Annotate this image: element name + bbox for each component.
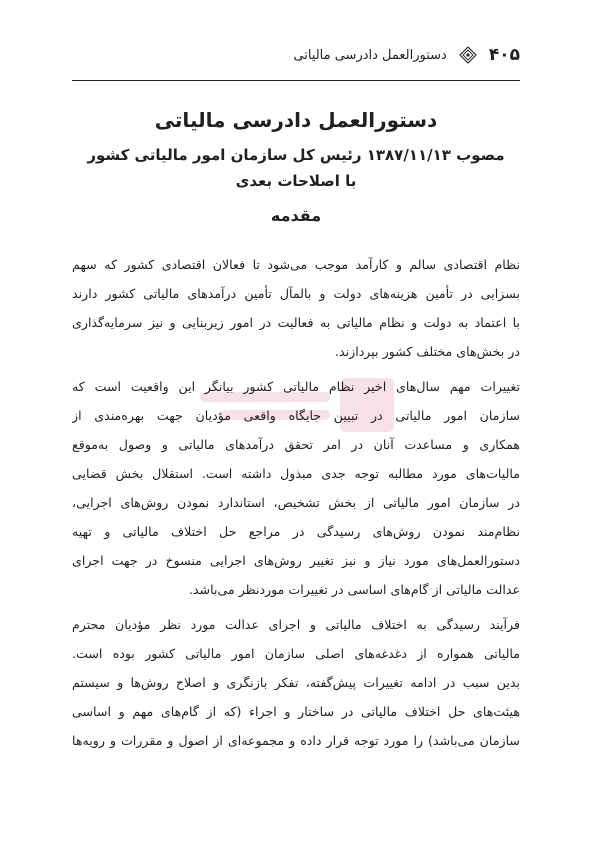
page-number: ۴۰۵ — [488, 45, 520, 65]
paragraph — [72, 610, 520, 755]
diamond-ornament-icon — [459, 46, 477, 64]
text-line: بدین سبب در ادامه تغییرات پیش‌گفته، تفکر بازنگری و اصلاح روش‌ها و سیستم — [72, 675, 520, 690]
text-line: نظام اقتصادی سالم و کارآمد موجب می‌شود تا فعالان اقتصادی کشور که سهم — [72, 257, 520, 272]
running-title: دستورالعمل دادرسی مالیاتی — [293, 47, 447, 63]
text-line: مالیات‌های مورد مطالبه توجه جدی مبذول داشته است. استقلال بخش قضایی — [72, 466, 520, 481]
text-line: فرآیند رسیدگی به اختلاف مالیاتی و اجرای عدالت مورد نظر مؤدیان محترم — [72, 617, 520, 632]
text-line: نظام‌مند نمودن روش‌های رسیدگی در مراجع حل اختلاف مالیاتی و تهیه — [72, 524, 520, 539]
subtitle-line: با اصلاحات بعدی — [235, 172, 357, 190]
text-line: همکاری و مساعدت آنان در امر تحقق درآمدهای مالیاتی و وصول به‌موقع — [72, 437, 520, 452]
text-line: تغییرات مهم سال‌های اخیر نظام مالیاتی کشور بیانگر این واقعیت است که — [72, 379, 520, 394]
document-title: دستورالعمل دادرسی مالیاتی — [154, 108, 438, 132]
text-line: در بخش‌های مختلف کشور بپردازند. — [335, 344, 520, 359]
header-divider — [72, 80, 520, 81]
text-line: هیئت‌های حل اختلاف مالیاتی در ساختار و اجراء (که از گام‌های مهم و اساسی — [72, 704, 520, 719]
text-line: مالیاتی همواره از دغدغه‌های اصلی سازمان امور مالیاتی کشور بوده است. — [72, 646, 520, 661]
paragraph — [72, 372, 520, 604]
text-line: بسزایی در تأمین هزینه‌های دولت و بالمآل تأمین درآمدهای مالیاتی کشور دارند — [72, 286, 520, 301]
subtitle-line: مصوب ۱۳۸۷/۱۱/۱۳ رئیس کل سازمان امور مالیاتی کشور — [87, 146, 505, 164]
text-line: سازمان می‌باشد) را مورد توجه قرار داده و مجموعه‌ای از اصول و مقررات و رویه‌ها — [72, 733, 520, 748]
title-block — [72, 108, 520, 225]
paragraph — [72, 250, 520, 366]
text-line: در سازمان امور مالیاتی از بخش تشخیص، استاندارد نمودن روش‌های اجرایی، — [72, 495, 520, 510]
text-line: با اعتماد به دولت و نظام مالیاتی به فعالیت در امور زیربنایی و نیز سرمایه‌گذاری — [72, 315, 520, 330]
text-line: دستورالعمل‌های مورد نیاز و نیز تغییر روش‌های اجرایی منسوخ در جهت اجرای — [72, 553, 520, 568]
running-header — [72, 38, 520, 72]
text-line: سازمان امور مالیاتی در تبیین جایگاه واقعی مؤدیان جهت بهره‌مندی از — [72, 408, 520, 423]
body-text — [72, 250, 520, 755]
section-heading: مقدمه — [270, 206, 322, 225]
text-line: عدالت مالیاتی از گام‌های اساسی در تغییرات موردنظر می‌باشد. — [188, 582, 520, 597]
